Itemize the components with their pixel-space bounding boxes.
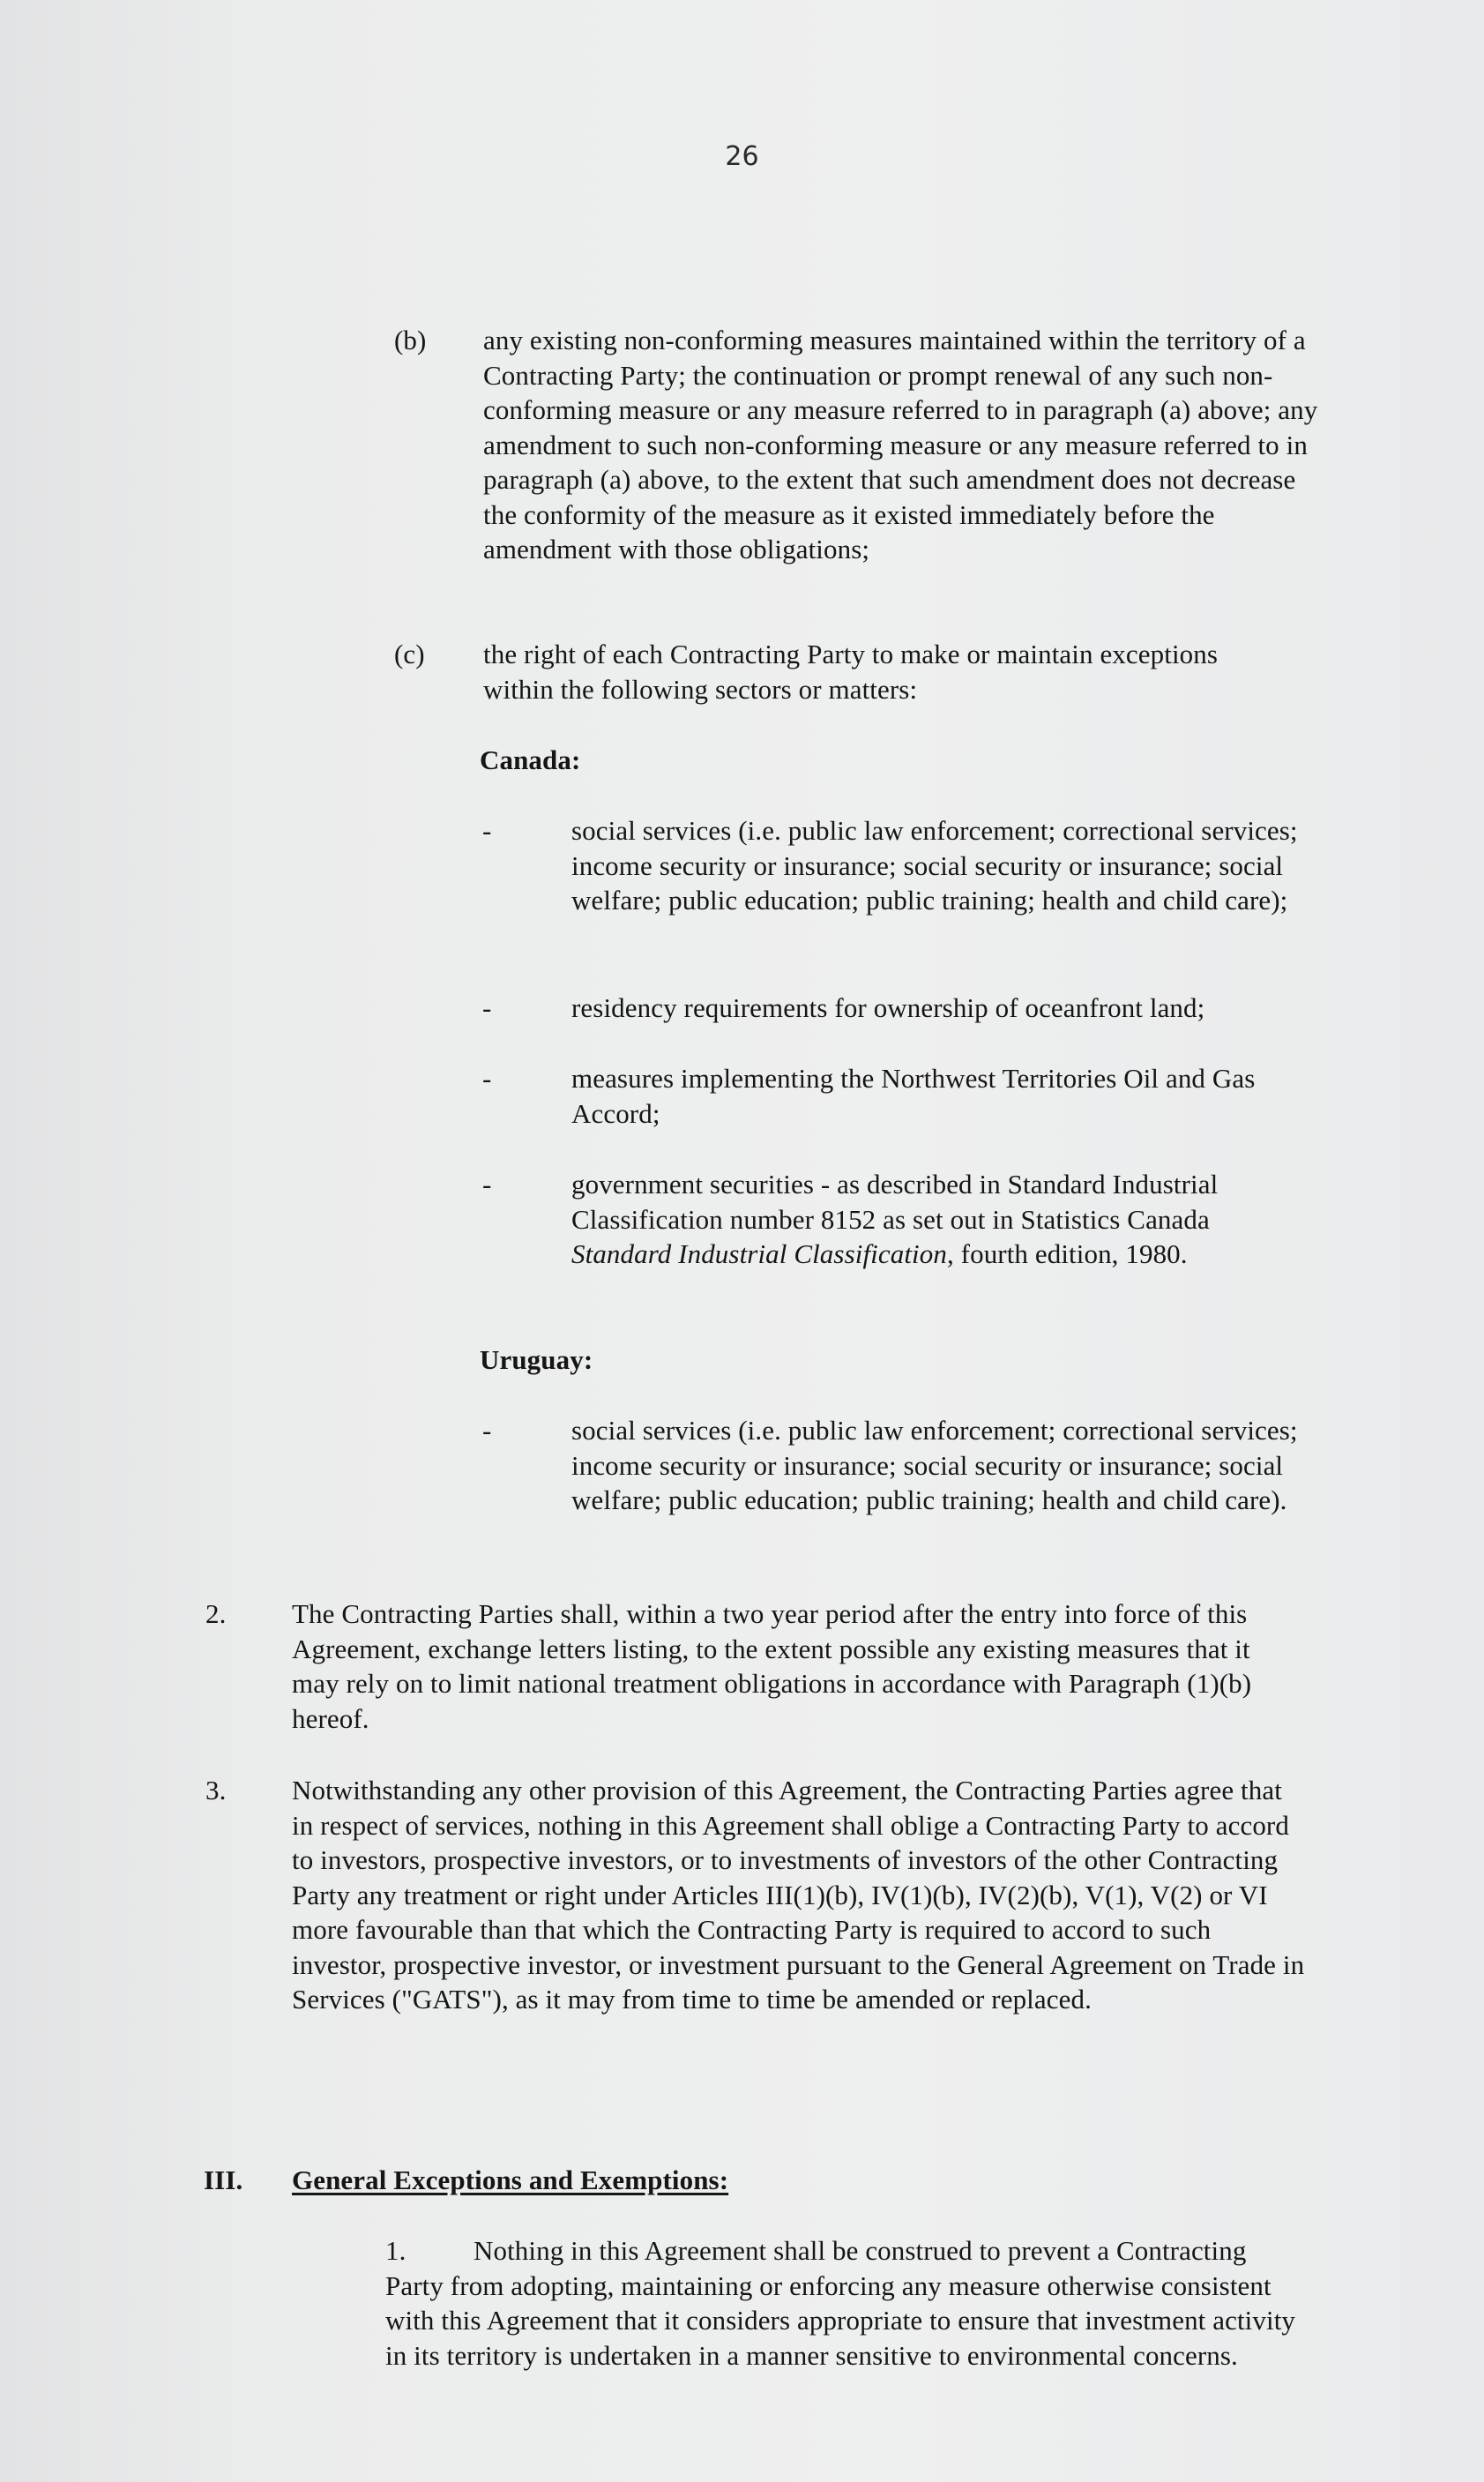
canada-item-2-dash: -: [482, 992, 492, 1023]
canada-item-3-text: measures implementing the Northwest Territories Oil and Gas Accord;: [571, 1063, 1256, 1129]
para-b-label: (b): [394, 325, 427, 355]
para-iii-1-text-content: Nothing in this Agreement shall be construed to prevent a Contracting Party from adopting, maintaining or enforcing any measure otherwise consistent with this Agreement that it considers appropriate to ensure that investment activity in its territory is undertaken in a manner sensitive to environmental concerns.: [385, 2235, 1296, 2371]
para-2-label: 2.: [205, 1598, 227, 1629]
canada-item-4-text-after: , fourth edition, 1980.: [946, 1238, 1188, 1269]
para-3-label: 3.: [205, 1775, 227, 1805]
canada-item-4-text-italic: Standard Industrial Classification: [571, 1238, 947, 1269]
canada-item-3-dash: -: [482, 1063, 492, 1094]
section-iii-label: III.: [204, 2164, 243, 2195]
para-2-text: The Contracting Parties shall, within a two year period after the entry into force of this Agreement, exchange letters listing, to the extent possible any existing measures that it may rely on to limit national treatment obligations in accordance with Paragraph (1)(b) hereof.: [292, 1598, 1252, 1734]
para-b-text: any existing non-conforming measures maintained within the territory of a Contracting Party; the continuation or prompt renewal of any such non-conforming measure or any measure referred to in paragraph (a) above; any amendment to such non-conforming measure or any measure referred to in paragraph (a) above, to the extent that such amendment does not decrease the conformity of the measure as it existed immediately before the amendment with those obligations;: [483, 325, 1318, 564]
canada-item-4-text: [571, 1167, 1277, 1272]
section-iii-title: General Exceptions and Exemptions:: [292, 2164, 729, 2195]
para-3-text: Notwithstanding any other provision of this Agreement, the Contracting Parties agree that in respect of services, nothing in this Agreement shall oblige a Contracting Party to accord to investors, prospective investors, or to investments of investors of the other Contracting Party any treatment or right under Articles III(1)(b), IV(1)(b), IV(2)(b), V(1), V(2) or VI more favourable than that which the Contracting Party is required to accord to such investor, prospective investor, or investment pursuant to the General Agreement on Trade in Services ("GATS"), as it may from time to time be amended or replaced.: [292, 1775, 1305, 2015]
uruguay-item-1-dash: -: [482, 1415, 492, 1446]
canada-heading: Canada:: [480, 744, 581, 775]
para-c-label: (c): [394, 639, 425, 669]
uruguay-item-1-text: social services (i.e. public law enforcement; correctional services; income security or insurance; social security or insurance; social welfare; public education; public training; health and child care).: [571, 1415, 1298, 1515]
canada-item-1-dash: -: [482, 815, 492, 846]
para-iii-1-body: [385, 2233, 1302, 2373]
canada-item-4-dash: -: [482, 1169, 492, 1200]
uruguay-heading: Uruguay:: [480, 1344, 593, 1375]
canada-item-4-text-before: government securities - as described in Standard Industrial Classification number 8152 as set out in Statistics Canada: [571, 1169, 1219, 1235]
canada-item-2-text: residency requirements for ownership of oceanfront land;: [571, 992, 1205, 1023]
para-c-text: the right of each Contracting Party to make or maintain exceptions within the following sectors or matters:: [483, 639, 1219, 705]
canada-item-1-text: social services (i.e. public law enforcement; correctional services; income security or insurance; social security or insurance; social welfare; public education; public training; health and child care);: [571, 815, 1298, 916]
page-number: 26: [725, 141, 759, 172]
para-iii-1-label: 1.: [385, 2235, 406, 2266]
